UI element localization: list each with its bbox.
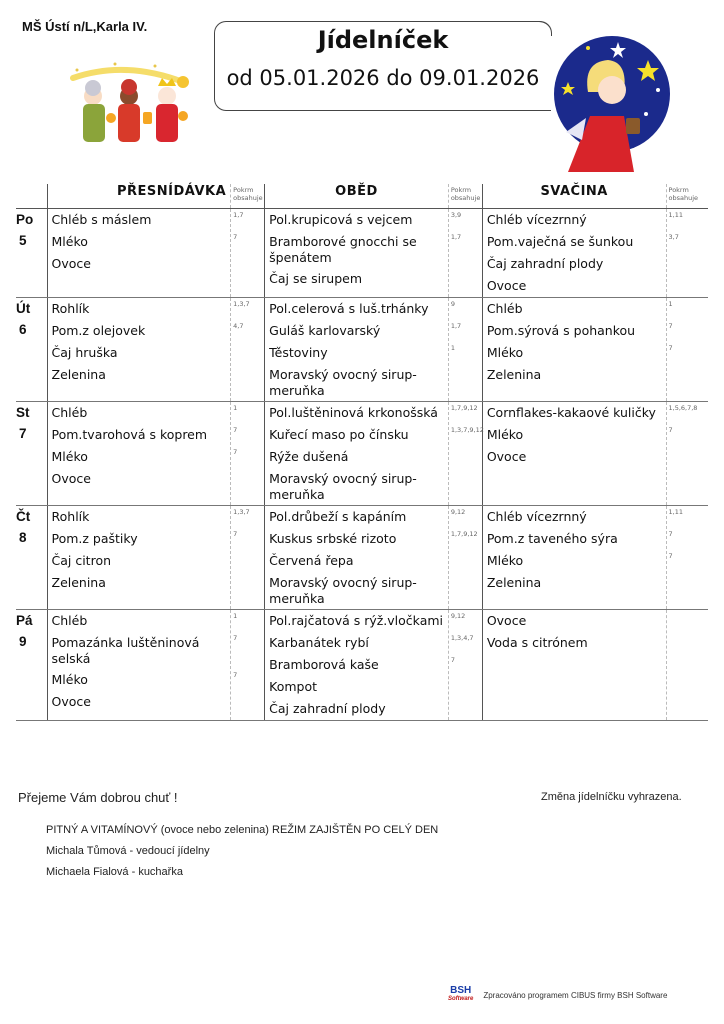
page-title: Jídelníček — [317, 26, 449, 54]
allergen-codes: 7 — [233, 634, 238, 642]
lunch-item: Moravský ovocný sirup-meruňka — [269, 367, 417, 398]
snack-allergen-cell — [666, 506, 708, 610]
credit-text: Zpracováno programem CIBUS firmy BSH Software — [483, 990, 668, 1000]
snack-allergen-cell — [666, 610, 708, 721]
allergen-codes: 1,7 — [233, 211, 244, 219]
day-number: 8 — [19, 530, 27, 545]
allergen-codes: 3,9 — [450, 211, 462, 219]
lunch-allergen-cell — [448, 610, 482, 721]
breakfast-allergen-cell — [231, 209, 265, 298]
day-row — [16, 298, 708, 402]
day-label — [16, 506, 47, 610]
lunch-item: Čaj zahradní plody — [269, 701, 386, 716]
allergen-codes — [667, 364, 709, 386]
lunch-item: Moravský ovocný sirup-meruňka — [269, 575, 417, 606]
allergen-codes: 1,7,9,12 — [450, 530, 478, 538]
lunch-item: Rýže dušená — [269, 449, 349, 464]
allergen-codes: 7 — [668, 552, 673, 560]
allergen-codes: 1 — [233, 404, 238, 412]
lunch-cell — [265, 610, 449, 721]
day-row — [16, 506, 708, 610]
lunch-item: Červená řepa — [269, 553, 354, 568]
allergen-codes: 3,7 — [668, 233, 679, 241]
allergen-codes: 1 — [668, 300, 673, 308]
allergen-codes — [667, 572, 709, 594]
breakfast-item: Ovoce — [51, 694, 91, 709]
breakfast-cell — [47, 298, 231, 402]
allergen-codes — [231, 253, 264, 275]
allergen-codes: 1,7 — [450, 233, 462, 241]
allergen-codes: 9,12 — [450, 508, 466, 516]
breakfast-item: Pomazánka luštěninová selská — [51, 635, 200, 666]
day-abbr: St — [16, 405, 30, 420]
lunch-allergen-header: Pokrm obsahuje — [448, 184, 482, 209]
breakfast-item: Mléko — [51, 234, 88, 249]
allergen-codes — [449, 676, 482, 698]
lunch-item: Pol.krupicová s vejcem — [269, 212, 413, 227]
allergen-codes: 1,11 — [668, 211, 683, 219]
allergen-codes: 7 — [233, 448, 238, 456]
snack-item: Chléb vícezrnný — [486, 509, 587, 524]
allergen-codes — [449, 572, 482, 609]
day-row — [16, 209, 708, 298]
day-label — [16, 209, 47, 298]
snack-allergen-cell — [666, 402, 708, 506]
day-number: 6 — [19, 322, 27, 337]
allergen-codes — [667, 253, 709, 275]
allergen-codes — [449, 446, 482, 468]
snack-cell — [482, 610, 666, 721]
day-label — [16, 402, 47, 506]
lunch-item: Bramborové gnocchi se špenátem — [269, 234, 417, 265]
school-name: MŠ Ústí n/L,Karla IV. — [22, 19, 148, 34]
breakfast-cell — [47, 506, 231, 610]
software-credit — [448, 986, 667, 1004]
allergen-codes — [231, 364, 264, 386]
allergen-codes — [231, 342, 264, 364]
greeting: Přejeme Vám dobrou chuť ! — [18, 790, 178, 805]
drinking-regime-note: PITNÝ A VITAMÍNOVÝ (ovoce nebo zelenina) REŽIM ZAJIŠTĚN PO CELÝ DEN — [46, 824, 439, 836]
menu-body — [16, 209, 708, 721]
breakfast-item: Pom.z paštiky — [51, 531, 138, 546]
lunch-allergen-cell — [448, 506, 482, 610]
breakfast-allergen-cell — [231, 402, 265, 506]
allergen-codes — [231, 468, 264, 490]
allergen-codes: 7 — [233, 233, 238, 241]
day-number: 7 — [19, 426, 27, 441]
allergen-codes: 1,11 — [668, 508, 683, 516]
allergen-codes: 7 — [668, 344, 673, 352]
lunch-item: Těstoviny — [269, 345, 328, 360]
allergen-codes — [231, 572, 264, 594]
lunch-item: Čaj se sirupem — [269, 271, 363, 286]
canteen-manager: Michala Tůmová - vedoucí jídelny — [46, 845, 210, 857]
allergen-codes: 4,7 — [233, 322, 244, 330]
snack-item: Zelenina — [486, 367, 542, 382]
allergen-codes: 1,3,4,7 — [450, 634, 474, 642]
lunch-item: Kuskus srbské rizoto — [269, 531, 397, 546]
snack-item: Mléko — [486, 427, 524, 442]
breakfast-cell — [47, 402, 231, 506]
snack-item: Mléko — [486, 345, 524, 360]
allergen-codes — [667, 446, 709, 468]
snack-header: SVAČINA — [482, 184, 666, 209]
allergen-codes — [449, 268, 482, 290]
day-label — [16, 298, 47, 402]
breakfast-cell — [47, 209, 231, 298]
snack-item: Zelenina — [486, 575, 542, 590]
lunch-item: Kompot — [269, 679, 318, 694]
snack-item: Chléb vícezrnný — [486, 212, 587, 227]
lunch-item: Pol.drůbeží s kapáním — [269, 509, 407, 524]
snack-cell — [482, 402, 666, 506]
date-range: od 05.01.2026 do 09.01.2026 — [226, 66, 540, 90]
breakfast-item: Čaj citron — [51, 553, 112, 568]
allergen-codes: 1,3,7 — [233, 300, 250, 308]
allergen-codes: 1 — [233, 612, 238, 620]
breakfast-allergen-cell — [231, 298, 265, 402]
snack-item: Čaj zahradní plody — [486, 256, 604, 271]
snack-allergen-header: Pokrm obsahuje — [666, 184, 708, 209]
allergen-codes: 7 — [668, 322, 673, 330]
lunch-item: Guláš karlovarský — [269, 323, 381, 338]
allergen-codes: 7 — [233, 671, 238, 679]
day-number: 5 — [19, 233, 27, 248]
allergen-codes: 7 — [233, 426, 238, 434]
allergen-codes — [449, 364, 482, 401]
allergen-codes: 1 — [450, 344, 455, 352]
lunch-header: OBĚD — [265, 184, 449, 209]
breakfast-item: Ovoce — [51, 471, 91, 486]
breakfast-item: Chléb s máslem — [51, 212, 152, 227]
cook: Michaela Fialová - kuchařka — [46, 866, 183, 878]
breakfast-header: PŘESNÍDÁVKA — [47, 184, 231, 209]
snack-item: Pom.z taveného sýra — [486, 531, 618, 546]
snack-allergen-cell — [666, 298, 708, 402]
breakfast-item: Chléb — [51, 405, 88, 420]
day-abbr: Čt — [16, 509, 31, 524]
breakfast-item: Čaj hruška — [51, 345, 118, 360]
snack-item: Cornflakes-kakaové kuličky — [486, 405, 656, 420]
lunch-item: Kuřecí maso po čínsku — [269, 427, 409, 442]
day-number: 9 — [19, 634, 27, 649]
breakfast-item: Ovoce — [51, 256, 91, 271]
lunch-cell — [265, 402, 449, 506]
allergen-codes: 9 — [450, 300, 455, 308]
breakfast-item: Zelenina — [51, 575, 106, 590]
disclaimer: Změna jídelníčku vyhrazena. — [541, 791, 682, 803]
breakfast-allergen-cell — [231, 506, 265, 610]
snack-allergen-cell — [666, 209, 708, 298]
breakfast-allergen-cell — [231, 610, 265, 721]
allergen-codes — [231, 550, 264, 572]
snack-item: Voda s citrónem — [486, 635, 588, 650]
day-abbr: Út — [16, 301, 31, 316]
day-abbr: Pá — [16, 613, 33, 628]
allergen-codes — [449, 698, 482, 720]
allergen-codes: 7 — [668, 426, 673, 434]
lunch-cell — [265, 298, 449, 402]
breakfast-item: Zelenina — [51, 367, 106, 382]
day-row — [16, 402, 708, 506]
lunch-allergen-cell — [448, 298, 482, 402]
allergen-codes: 1,7 — [450, 322, 462, 330]
breakfast-item: Mléko — [51, 672, 88, 687]
day-label — [16, 610, 47, 721]
snack-cell — [482, 506, 666, 610]
breakfast-item: Rohlík — [51, 301, 90, 316]
lunch-cell — [265, 209, 449, 298]
allergen-codes: 1,3,7,9,12 — [450, 426, 484, 434]
snack-item: Pom.sýrová s pohankou — [486, 323, 636, 338]
day-header — [16, 184, 47, 209]
allergen-codes: 1,5,6,7,8 — [668, 404, 698, 412]
allergen-codes: 7 — [233, 530, 238, 538]
breakfast-item: Chléb — [51, 613, 88, 628]
breakfast-item: Pom.tvarohová s koprem — [51, 427, 208, 442]
snack-item: Pom.vaječná se šunkou — [486, 234, 634, 249]
snack-item: Ovoce — [486, 278, 527, 293]
allergen-codes — [449, 550, 482, 572]
angel-illustration — [528, 32, 678, 182]
lunch-item: Bramborová kaše — [269, 657, 379, 672]
lunch-allergen-cell — [448, 209, 482, 298]
snack-cell — [482, 298, 666, 402]
lunch-item: Karbanátek rybí — [269, 635, 369, 650]
lunch-item: Pol.celerová s luš.trhánky — [269, 301, 429, 316]
allergen-codes: 9,12 — [450, 612, 466, 620]
allergen-codes: 7 — [668, 530, 673, 538]
allergen-codes — [449, 468, 482, 505]
allergen-codes: 1,3,7 — [233, 508, 250, 516]
breakfast-item: Rohlík — [51, 509, 90, 524]
lunch-item: Moravský ovocný sirup-meruňka — [269, 471, 417, 502]
three-kings-illustration — [65, 60, 195, 160]
title-box — [214, 21, 551, 111]
lunch-allergen-cell — [448, 402, 482, 506]
bsh-logo-icon: BSH Software — [448, 985, 474, 1002]
lunch-cell — [265, 506, 449, 610]
snack-item: Chléb — [486, 301, 523, 316]
breakfast-allergen-header: Pokrm obsahuje — [231, 184, 265, 209]
breakfast-item: Pom.z olejovek — [51, 323, 146, 338]
menu-table — [16, 184, 708, 721]
day-abbr: Po — [16, 212, 34, 227]
snack-cell — [482, 209, 666, 298]
allergen-codes — [667, 632, 709, 654]
allergen-codes: 7 — [450, 656, 455, 664]
breakfast-cell — [47, 610, 231, 721]
lunch-item: Pol.rajčatová s rýž.vločkami — [269, 613, 444, 628]
allergen-codes — [667, 275, 709, 297]
snack-item: Ovoce — [486, 449, 527, 464]
day-row — [16, 610, 708, 721]
footer-notes — [46, 820, 438, 883]
snack-item: Ovoce — [486, 613, 527, 628]
snack-item: Mléko — [486, 553, 524, 568]
allergen-codes — [667, 610, 709, 632]
breakfast-item: Mléko — [51, 449, 88, 464]
lunch-item: Pol.luštěninová krkonošská — [269, 405, 438, 420]
menu-header-row — [16, 184, 708, 209]
allergen-codes: 1,7,9,12 — [450, 404, 478, 412]
allergen-codes — [231, 691, 264, 713]
